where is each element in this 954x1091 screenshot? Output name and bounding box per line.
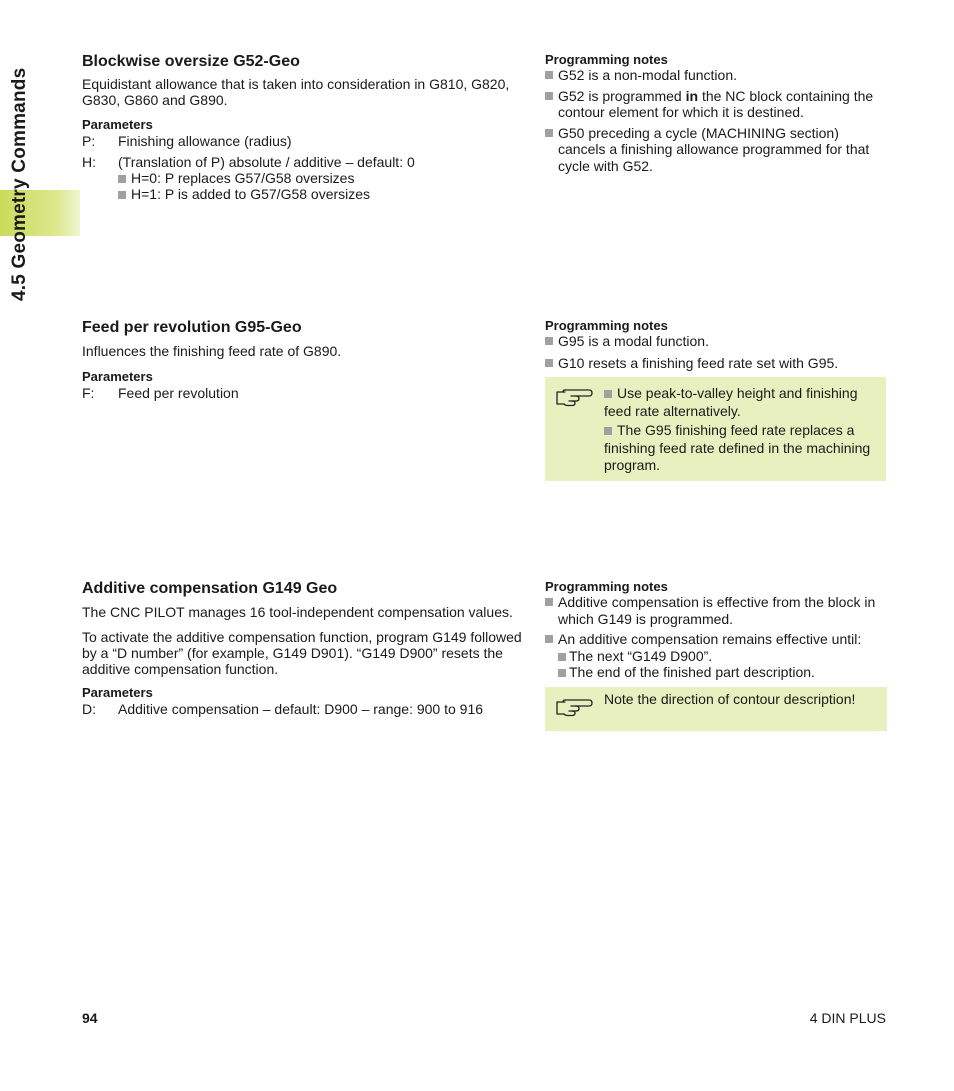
note-subitem: The next “G149 D900”. [545,648,887,665]
square-bullet-icon [545,635,553,643]
parameter-key: F: [82,385,95,401]
note-subitem: The end of the finished part description. [545,664,887,681]
section-intro: The CNC PILOT manages 16 tool-independent compensation values. [82,604,513,620]
note-item: G50 preceding a cycle (MACHINING section) cancels a finishing allowance programmed for that cycle with G52. [545,125,887,175]
section-intro: Influences the finishing feed rate of G890. [82,343,342,359]
square-bullet-icon [604,390,612,398]
section-g95 [82,318,522,401]
parameter-value: (Translation of P) absolute / additive – default: 0 [118,154,415,170]
square-bullet-icon [545,359,553,367]
square-bullet-icon [545,71,553,79]
parameter-key: H: [82,154,96,170]
parameter-subitem: H=1: P is added to G57/G58 oversizes [118,186,522,202]
note-item: G52 is a non-modal function. [545,67,887,84]
parameter-row [82,154,522,170]
square-bullet-icon [604,427,612,435]
section-title: Feed per revolution G95-Geo [82,319,302,336]
parameter-key: D: [82,701,96,717]
parameter-key: P: [82,133,96,149]
parameter-row [82,133,522,149]
section-title: Blockwise oversize G52-Geo [82,53,300,70]
notes-g95 [545,318,887,371]
side-tab-title: 4.5 Geometry Commands [9,67,30,301]
square-bullet-icon [558,653,566,661]
parameter-subitem: H=0: P replaces G57/G58 oversizes [118,170,522,186]
tip-box [545,377,886,481]
tip-box [545,687,887,731]
square-bullet-icon [118,175,126,183]
notes-g149 [545,579,887,681]
section-intro-detail: To activate the additive compensation function, program G149 followed by a “D number” (for example, G149 D901). “G149 D900” resets the additive compensation function. [82,629,522,677]
note-item: G10 resets a finishing feed rate set with G95. [545,355,887,372]
square-bullet-icon [558,669,566,677]
square-bullet-icon [545,337,553,345]
parameter-row [82,385,522,401]
note-item: G52 is programmed in the NC block containing the contour element for which it is destined. [545,88,887,121]
section-intro: Equidistant allowance that is taken into consideration in G810, G820, G830, G860 and G890. [82,76,510,108]
tip-item: Use peak-to-valley height and finishing feed rate alternatively. [604,385,858,419]
programming-notes-heading: Programming notes [545,318,668,333]
parameter-value: Feed per revolution [118,385,239,401]
pointing-hand-icon [555,385,593,409]
section-g52 [82,52,522,202]
parameters-heading: Parameters [82,117,153,132]
programming-notes-heading: Programming notes [545,579,668,594]
page-number: 94 [82,1010,98,1026]
note-item: An additive compensation remains effective until: [545,631,887,648]
note-item: Additive compensation is effective from the block in which G149 is programmed. [545,594,887,627]
square-bullet-icon [545,129,553,137]
tip-item: The G95 finishing feed rate replaces a finishing feed rate defined in the machining program. [604,422,871,473]
chapter-label: 4 DIN PLUS [809,1010,886,1026]
parameter-row [82,701,522,717]
notes-g52 [545,52,887,174]
pointing-hand-icon [555,695,593,719]
square-bullet-icon [118,191,126,199]
square-bullet-icon [545,598,553,606]
section-g149 [82,579,522,717]
tip-text: Note the direction of contour description! [604,691,856,707]
parameter-value: Additive compensation – default: D900 – range: 900 to 916 [118,701,484,717]
parameters-heading: Parameters [82,369,153,384]
square-bullet-icon [545,92,553,100]
programming-notes-heading: Programming notes [545,52,668,67]
parameter-value: Finishing allowance (radius) [118,133,292,149]
parameters-heading: Parameters [82,685,153,700]
note-item: G95 is a modal function. [545,333,887,350]
section-title: Additive compensation G149 Geo [82,580,338,597]
